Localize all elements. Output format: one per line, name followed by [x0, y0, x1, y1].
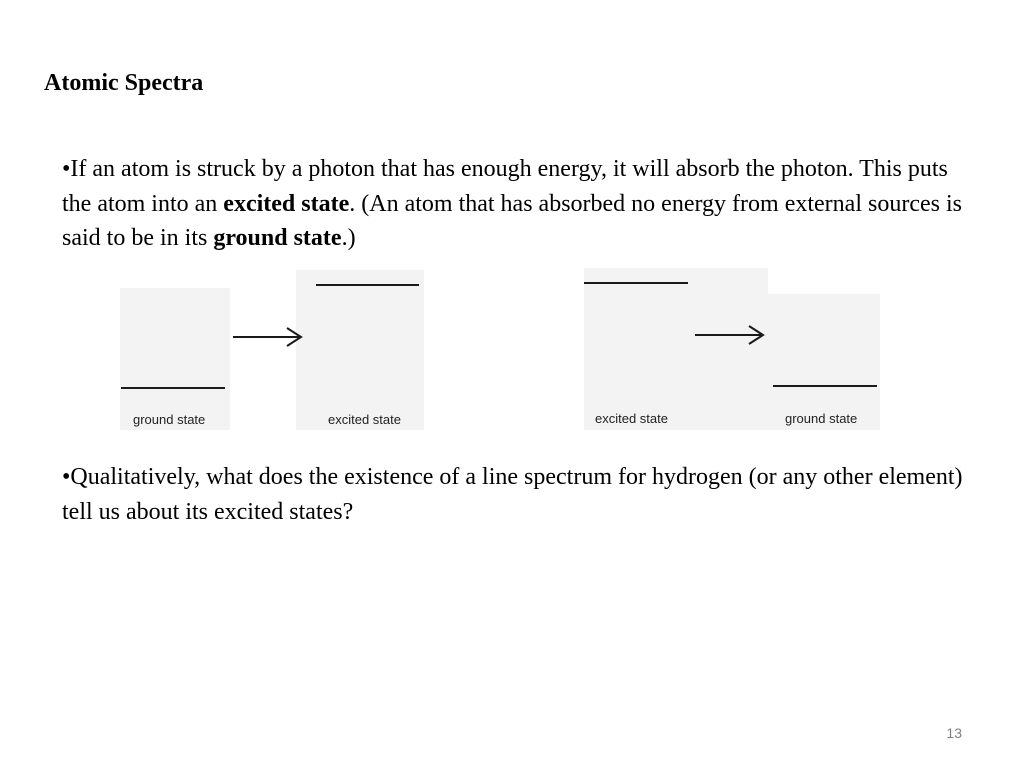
bullet-question — [62, 460, 967, 529]
ground-state-label: ground state — [133, 412, 206, 427]
bullet-marker: • — [62, 156, 71, 182]
diagram-panel — [768, 294, 880, 430]
diagram-panel — [296, 270, 424, 430]
bullet-text: .) — [341, 225, 356, 251]
bullet-text: . (An atom that has absorbed no energy from external sources is said to be in its — [62, 190, 962, 251]
term-excited-state: excited state — [223, 190, 350, 217]
ground-level-line — [773, 385, 877, 387]
bullet-excited-state — [62, 152, 967, 256]
excited-state-label: excited state — [595, 411, 668, 426]
page-number: 13 — [946, 725, 962, 741]
emission-diagram — [582, 268, 882, 432]
bullet-marker: • — [62, 464, 71, 490]
diagram-panel — [120, 288, 230, 430]
excited-level-line — [584, 282, 688, 284]
diagram-panel — [584, 268, 768, 430]
bullet-text: If an atom is struck by a photon that has enough energy, it will absorb the photon. This puts the atom into an — [62, 156, 948, 217]
right-arrow-icon — [693, 324, 767, 346]
excited-state-label: excited state — [328, 412, 401, 427]
ground-state-label: ground state — [785, 411, 858, 426]
bullet-text: Qualitatively, what does the existence of a line spectrum for hydrogen (or any other element) tell us about its excited states? — [62, 464, 963, 525]
slide-title: Atomic Spectra — [44, 70, 204, 96]
absorption-diagram — [118, 270, 426, 432]
right-arrow-icon — [231, 326, 305, 348]
ground-level-line — [121, 387, 225, 389]
term-ground-state: ground state — [213, 225, 342, 251]
excited-level-line — [316, 284, 419, 286]
